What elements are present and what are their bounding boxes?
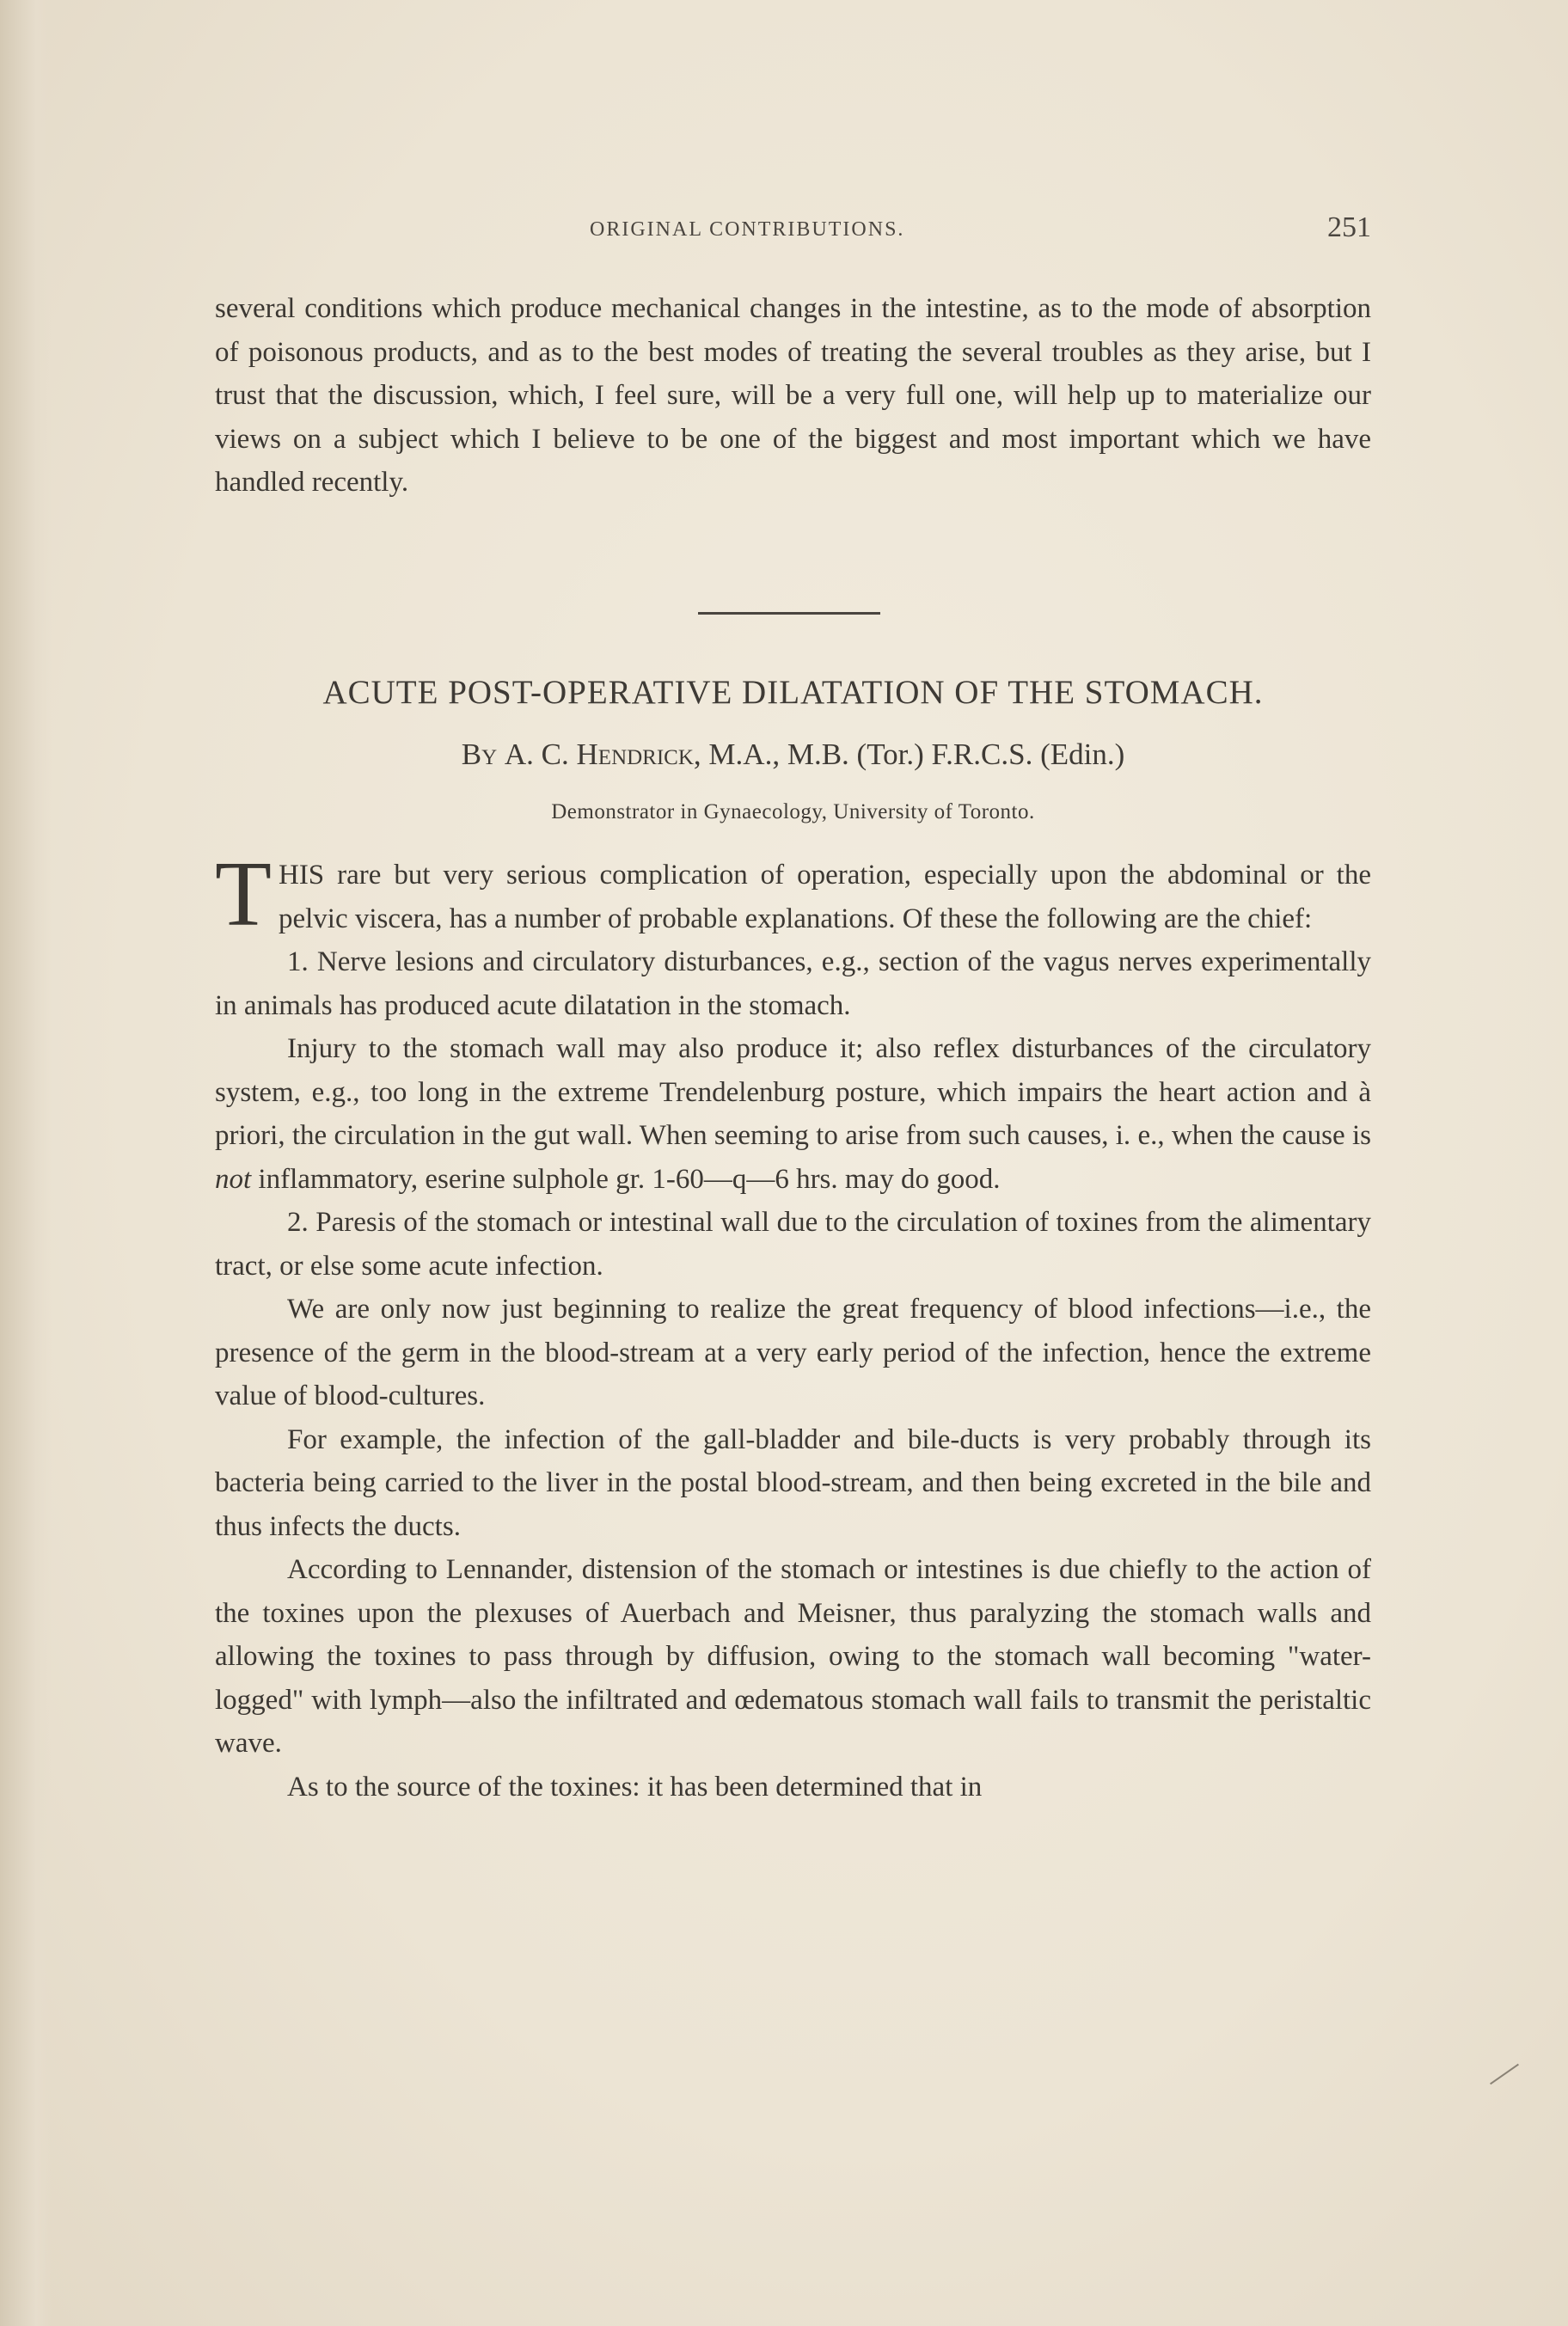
opening-caps: HIS <box>278 860 325 891</box>
injury-text-after: inflammatory, eserine sulphole gr. 1-60—q—6 hrs. may do good. <box>251 1163 1001 1195</box>
paragraph-source-of-toxines: As to the source of the toxines: it has been determined that in <box>287 1771 983 1803</box>
emphasis-not: not <box>215 1163 252 1195</box>
paragraph-opening <box>215 843 1371 946</box>
running-head-title: ORIGINAL CONTRIBUTIONS. <box>590 218 905 241</box>
article-body <box>215 843 1371 1809</box>
byline-prefix: By <box>461 738 498 771</box>
continued-paragraph: several conditions which produce mechanical changes in the intestine, as to the mode of absorption of poisonous products, and as to the best modes of treating the several troubles as they arise, but I trust that the discussion, which, I feel sure, will be a very full one, will help up to materialize our views on a subject which I believe to be one of the biggest and most important which we have handled recently. <box>215 293 1371 498</box>
drop-cap: T <box>215 843 272 946</box>
paragraph-point-2: 2. Paresis of the stomach or intestinal wall due to the circulation of toxines from the alimentary tract, or else some acute infection. <box>215 1207 1371 1282</box>
page-gutter-shadow <box>0 0 52 2326</box>
injury-text-before: Injury to the stomach wall may also produce it; also reflex disturbances of the circulatory system, e.g., too long in the extreme Trendelenburg posture, which impairs the heart action and à priori, the circulation in the gut wall. When seeming to arise from such causes, i. e., when the cause is <box>215 1033 1371 1151</box>
author-affiliation: Demonstrator in Gynaecology, University of Toronto. <box>551 800 1035 823</box>
running-head <box>215 211 1371 246</box>
paragraph-lennander: According to Lennander, distension of the stomach or intestines is due chiefly to the action of the toxines upon the plexuses of Auerbach and Meisner, thus paralyzing the stomach walls and allowing the toxines to pass through by diffusion, owing to the stomach wall becoming "water-logged" with lymph—also the infiltrated and œdematous stomach wall fails to transmit the peristaltic wave. <box>215 1554 1371 1759</box>
author-credentials: , M.A., M.B. (Tor.) F.R.C.S. (Edin.) <box>693 738 1125 771</box>
paragraph-point-1: 1. Nerve lesions and circulatory disturbances, e.g., section of the vagus nerves experimentally in animals has produced acute dilatation in the stomach. <box>215 946 1371 1021</box>
article-byline <box>215 738 1371 772</box>
paragraph-blood-infections: We are only now just beginning to realize the great frequency of blood infections—i.e., the presence of the germ in the blood-stream at a very early period of the infection, hence the extreme value of blood-cultures. <box>215 1294 1371 1411</box>
page-number: 251 <box>1327 211 1371 243</box>
paragraph-example: For example, the infection of the gall-bladder and bile-ducts is very probably through its bacteria being carried to the liver in the postal blood-stream, and then being excreted in the bile and thus infects the ducts. <box>215 1423 1371 1542</box>
opening-text: rare but very serious complication of operation, especially upon the abdominal or the pelvic viscera, has a number of probable explanations. Of these the following are the chief: <box>278 860 1371 934</box>
author-name: A. C. Hendrick <box>504 738 694 771</box>
continued-text-block <box>215 287 1371 505</box>
section-divider <box>698 612 880 615</box>
article-title: ACUTE POST-OPERATIVE DILATATION OF THE STOMACH. <box>322 674 1264 711</box>
pencil-mark <box>1490 2064 1519 2085</box>
paragraph-injury <box>215 1027 1371 1201</box>
